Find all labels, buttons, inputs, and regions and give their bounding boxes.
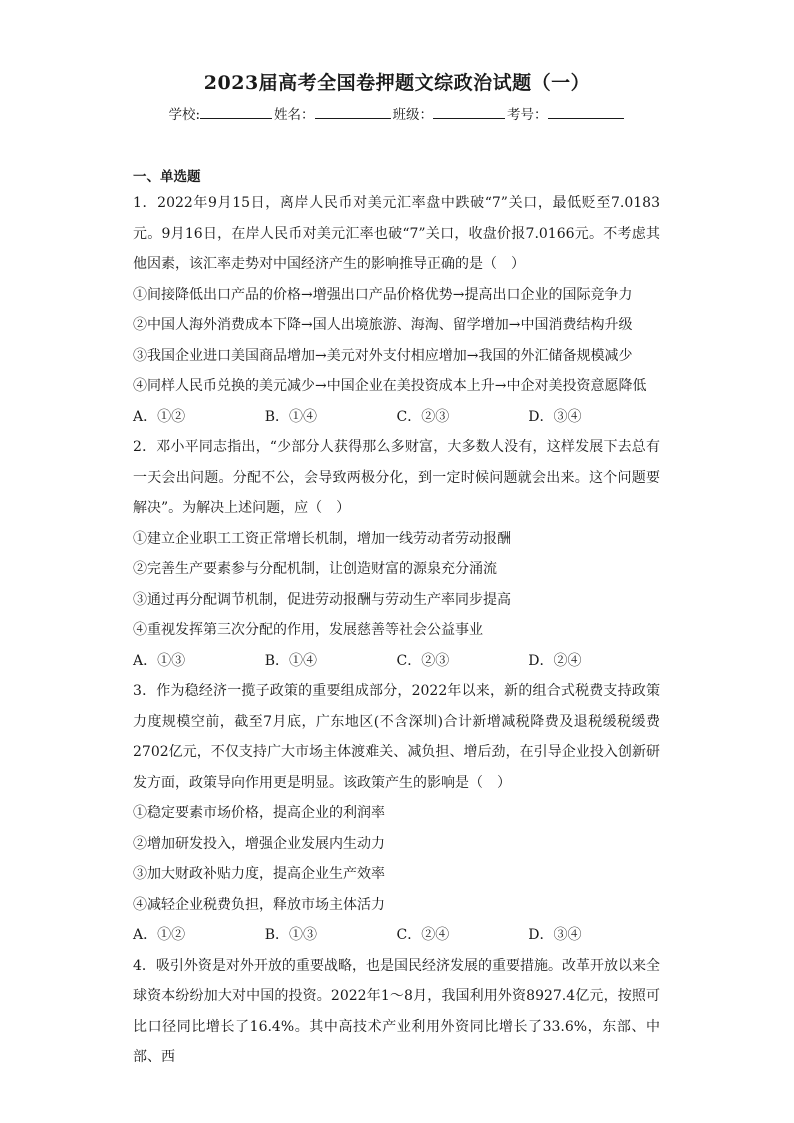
option-d: D．②④ bbox=[528, 652, 582, 669]
option-a: A．①③ bbox=[133, 652, 186, 669]
option-d: D．③④ bbox=[528, 927, 582, 943]
exam-number-blank bbox=[548, 104, 624, 119]
question-stem: 1．2022年9月15日，离岸人民币对美元汇率盘中跌破“7”关口，最低贬至7.0183元。9月16日，在岸人民币对美元汇率也破“7”关口，收盘价报7.0166元。不考虑其他因素，该汇率走势对中国经济产生的影响推导正确的是（ ） bbox=[133, 195, 660, 272]
option-c: C．②④ bbox=[396, 927, 450, 943]
name-label: 姓名： bbox=[274, 107, 315, 123]
question-item: ④同样人民币兑换的美元减少→中国企业在美投资成本上升→中企对美投资意愿降低 bbox=[133, 378, 647, 394]
option-c: C．②③ bbox=[396, 408, 450, 425]
answer-options bbox=[133, 402, 660, 433]
option-b: B．①③ bbox=[264, 927, 318, 943]
page-title: 2023届高考全国卷押题文综政治试题（一） bbox=[203, 72, 591, 94]
answer-options bbox=[133, 920, 660, 951]
option-a: A．①② bbox=[133, 927, 186, 943]
question-item: ③通过再分配调节机制，促进劳动报酬与劳动生产率同步提高 bbox=[133, 591, 511, 608]
class-blank bbox=[433, 104, 505, 119]
exam-number-label: 考号： bbox=[507, 107, 548, 123]
student-info-line bbox=[0, 103, 794, 123]
question-item: ①间接降低出口产品的价格→增强出口产品价格优势→提高出口企业的国际竞争力 bbox=[133, 286, 633, 303]
question-item: ③我国企业进口美国商品增加→美元对外支付相应增加→我国的外汇储备规模减少 bbox=[133, 347, 633, 364]
question-item: ②中国人海外消费成本下降→国人出境旅游、海淘、留学增加→中国消费结构升级 bbox=[133, 317, 633, 333]
school-label: 学校: bbox=[168, 107, 201, 123]
question-item: ①建立企业职工工资正常增长机制，增加一线劳动者劳动报酬 bbox=[133, 530, 511, 547]
option-c: C．②③ bbox=[396, 652, 450, 669]
class-label: 班级： bbox=[392, 107, 434, 123]
option-a: A．①② bbox=[133, 408, 186, 425]
question-item: ④减轻企业税费负担，释放市场主体活力 bbox=[133, 896, 385, 913]
questions-container bbox=[133, 188, 660, 1073]
option-b: B．①④ bbox=[264, 652, 318, 669]
option-d: D．③④ bbox=[528, 408, 582, 425]
question-item: ①稳定要素市场价格，提高企业的利润率 bbox=[133, 805, 385, 821]
school-blank bbox=[200, 104, 272, 119]
name-blank bbox=[315, 104, 391, 119]
question-stem: 3．作为稳经济一揽子政策的重要组成部分，2022年以来，新的组合式税费支持政策力度规模空前，截至7月底，广东地区(不含深圳)合计新增减税降费及退税缓税缓费2702亿元，不仅支持广大市场主体渡难关、减负担、增后劲，在引导企业投入创新研发方面，政策导向作用更是明显。该政策产生的影响是（ ） bbox=[133, 683, 660, 791]
question-stem: 2．邓小平同志指出，“少部分人获得那么多财富，大多数人没有，这样发展下去总有一天会出问题。分配不公，会导致两极分化，到一定时候问题就会出来。这个问题要解决”。为解决上述问题，应（ ） bbox=[133, 439, 660, 516]
question-item: ②完善生产要素参与分配机制，让创造财富的源泉充分涌流 bbox=[133, 561, 497, 577]
section-title: 一、单选题 bbox=[133, 169, 201, 185]
question-item: ④重视发挥第三次分配的作用，发展慈善等社会公益事业 bbox=[133, 622, 483, 638]
question-item: ②增加研发投入，增强企业发展内生动力 bbox=[133, 835, 385, 852]
question-stem: 4．吸引外资是对外开放的重要战略，也是国民经济发展的重要措施。改革开放以来全球资本纷纷加大对中国的投资。2022年1～8月，我国利用外资8927.4亿元，按照可比口径同比增长了16.4%。其中高技术产业利用外资同比增长了33.6%，东部、中部、西 bbox=[133, 957, 660, 1065]
answer-options bbox=[133, 646, 660, 677]
option-b: B．①④ bbox=[264, 408, 318, 425]
question-item: ③加大财政补贴力度，提高企业生产效率 bbox=[133, 866, 385, 882]
